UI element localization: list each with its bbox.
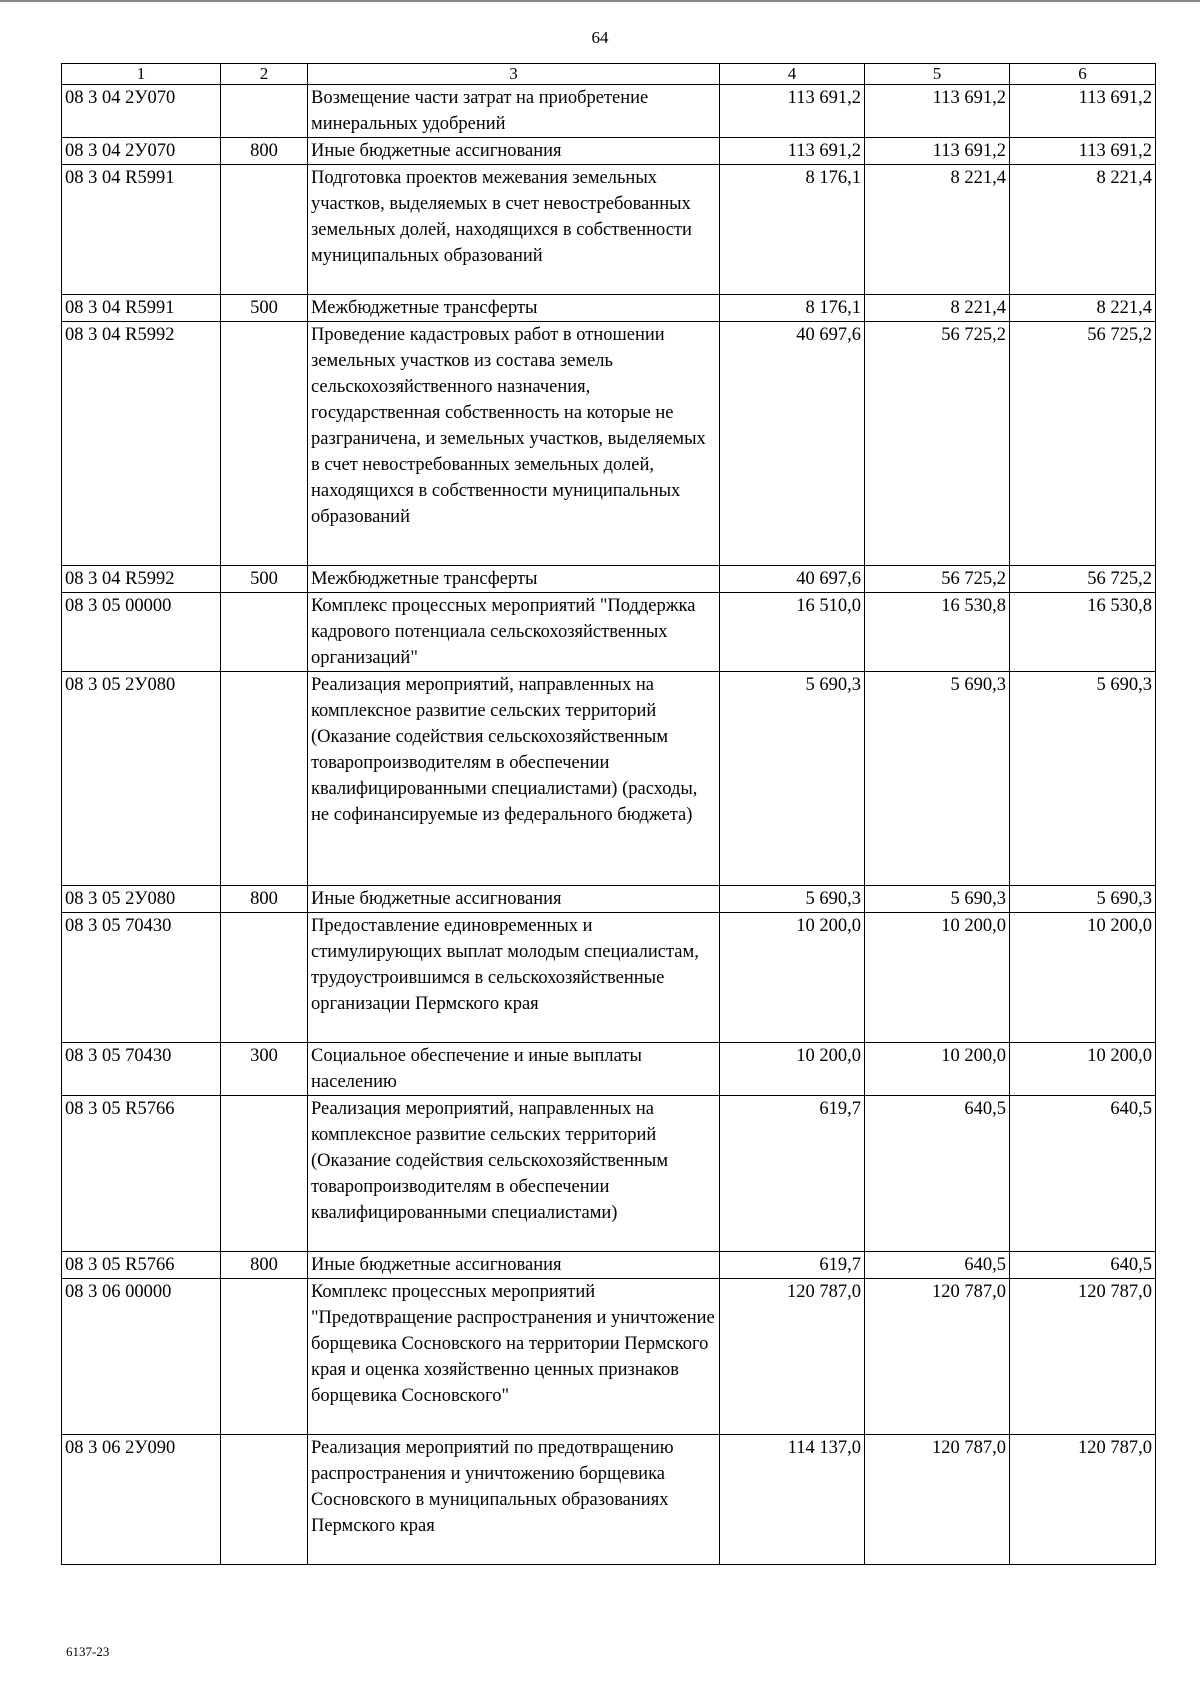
amount-col-5-cell: 10 200,0	[865, 913, 1010, 1043]
table-body	[62, 85, 1156, 1565]
code-cell: 08 3 05 2У080	[62, 886, 221, 913]
code-cell: 08 3 04 R5991	[62, 295, 221, 322]
expense-type-cell: 800	[221, 1252, 308, 1279]
amount-col-5-cell: 113 691,2	[865, 85, 1010, 138]
document-code: 6137-23	[66, 1644, 110, 1659]
name-cell: Проведение кадастровых работ в отношении земельных участков из состава земель сельскохозяйственного назначения, государственная собственность на которые не разграничена, и земельных участков, выделяемых в счет невостребованных земельных долей, находящихся в собственности муниципальных образований	[308, 322, 720, 566]
amount-col-5-cell: 120 787,0	[865, 1435, 1010, 1565]
name-cell: Возмещение части затрат на приобретение минеральных удобрений	[308, 85, 720, 138]
amount-col-4-cell: 16 510,0	[720, 593, 865, 672]
expense-type-cell	[221, 672, 308, 886]
expense-type-cell	[221, 593, 308, 672]
amount-col-4-cell: 10 200,0	[720, 1043, 865, 1096]
name-cell: Реализация мероприятий, направленных на комплексное развитие сельских территорий (Оказание содействия сельскохозяйственным товаропроизводителям в обеспечении квалифицированными специалистами) (расходы, не софинансируемые из федерального бюджета)	[308, 672, 720, 886]
name-cell: Реализация мероприятий по предотвращению распространения и уничтожению борщевика Сосновского в муниципальных образованиях Пермского края	[308, 1435, 720, 1565]
expense-type-cell: 800	[221, 886, 308, 913]
name-cell: Комплекс процессных мероприятий "Поддержка кадрового потенциала сельскохозяйственных организаций"	[308, 593, 720, 672]
code-cell: 08 3 05 70430	[62, 1043, 221, 1096]
code-cell: 08 3 05 R5766	[62, 1096, 221, 1252]
expense-type-cell	[221, 1279, 308, 1435]
amount-col-4-cell: 619,7	[720, 1096, 865, 1252]
name-cell: Подготовка проектов межевания земельных участков, выделяемых в счет невостребованных земельных долей, находящихся в собственности муниципальных образований	[308, 165, 720, 295]
table-row	[62, 593, 1156, 672]
page-number: 64	[591, 28, 609, 47]
expense-type-cell: 500	[221, 566, 308, 593]
table-row	[62, 672, 1156, 886]
expense-type-cell	[221, 1435, 308, 1565]
amount-col-4-cell: 5 690,3	[720, 672, 865, 886]
amount-col-5-cell: 16 530,8	[865, 593, 1010, 672]
header-col-6: 6	[1010, 64, 1156, 85]
table-row	[62, 138, 1156, 165]
expense-type-cell: 300	[221, 1043, 308, 1096]
expense-type-cell	[221, 913, 308, 1043]
amount-col-4-cell: 113 691,2	[720, 85, 865, 138]
name-cell: Межбюджетные трансферты	[308, 566, 720, 593]
amount-col-4-cell: 40 697,6	[720, 322, 865, 566]
amount-col-5-cell: 10 200,0	[865, 1043, 1010, 1096]
header-col-2: 2	[221, 64, 308, 85]
code-cell: 08 3 04 2У070	[62, 138, 221, 165]
amount-col-5-cell: 8 221,4	[865, 295, 1010, 322]
name-cell: Комплекс процессных мероприятий "Предотвращение распространения и уничтожение борщевика Сосновского на территории Пермского края и оценка хозяйственно ценных признаков борщевика Сосновского"	[308, 1279, 720, 1435]
amount-col-5-cell: 113 691,2	[865, 138, 1010, 165]
table-row	[62, 295, 1156, 322]
name-cell: Социальное обеспечение и иные выплаты населению	[308, 1043, 720, 1096]
code-cell: 08 3 04 R5991	[62, 165, 221, 295]
expense-type-cell: 800	[221, 138, 308, 165]
amount-col-5-cell: 120 787,0	[865, 1279, 1010, 1435]
amount-col-6-cell: 8 221,4	[1010, 165, 1156, 295]
code-cell: 08 3 05 2У080	[62, 672, 221, 886]
amount-col-4-cell: 114 137,0	[720, 1435, 865, 1565]
amount-col-6-cell: 113 691,2	[1010, 138, 1156, 165]
amount-col-6-cell: 10 200,0	[1010, 1043, 1156, 1096]
scan-top-edge	[0, 0, 1200, 2]
amount-col-5-cell: 5 690,3	[865, 886, 1010, 913]
table-row	[62, 913, 1156, 1043]
amount-col-5-cell: 640,5	[865, 1252, 1010, 1279]
table-row	[62, 566, 1156, 593]
name-cell: Межбюджетные трансферты	[308, 295, 720, 322]
header-col-4: 4	[720, 64, 865, 85]
expense-type-cell	[221, 165, 308, 295]
expense-type-cell: 500	[221, 295, 308, 322]
code-cell: 08 3 04 2У070	[62, 85, 221, 138]
amount-col-4-cell: 5 690,3	[720, 886, 865, 913]
name-cell: Иные бюджетные ассигнования	[308, 1252, 720, 1279]
table-row	[62, 322, 1156, 566]
expense-type-cell	[221, 322, 308, 566]
table-row	[62, 165, 1156, 295]
header-col-1: 1	[62, 64, 221, 85]
code-cell: 08 3 05 00000	[62, 593, 221, 672]
code-cell: 08 3 04 R5992	[62, 566, 221, 593]
amount-col-5-cell: 5 690,3	[865, 672, 1010, 886]
table-row	[62, 1252, 1156, 1279]
table-row	[62, 1096, 1156, 1252]
amount-col-5-cell: 640,5	[865, 1096, 1010, 1252]
amount-col-6-cell: 640,5	[1010, 1096, 1156, 1252]
header-col-3: 3	[308, 64, 720, 85]
expense-type-cell	[221, 85, 308, 138]
amount-col-5-cell: 56 725,2	[865, 566, 1010, 593]
amount-col-4-cell: 8 176,1	[720, 295, 865, 322]
name-cell: Иные бюджетные ассигнования	[308, 886, 720, 913]
amount-col-4-cell: 113 691,2	[720, 138, 865, 165]
amount-col-5-cell: 8 221,4	[865, 165, 1010, 295]
amount-col-6-cell: 8 221,4	[1010, 295, 1156, 322]
amount-col-6-cell: 120 787,0	[1010, 1279, 1156, 1435]
amount-col-4-cell: 8 176,1	[720, 165, 865, 295]
header-col-5: 5	[865, 64, 1010, 85]
code-cell: 08 3 06 2У090	[62, 1435, 221, 1565]
amount-col-6-cell: 5 690,3	[1010, 672, 1156, 886]
budget-table	[61, 63, 1156, 1565]
amount-col-6-cell: 10 200,0	[1010, 913, 1156, 1043]
amount-col-6-cell: 640,5	[1010, 1252, 1156, 1279]
table-row	[62, 1279, 1156, 1435]
amount-col-6-cell: 5 690,3	[1010, 886, 1156, 913]
code-cell: 08 3 06 00000	[62, 1279, 221, 1435]
expense-type-cell	[221, 1096, 308, 1252]
amount-col-5-cell: 56 725,2	[865, 322, 1010, 566]
amount-col-6-cell: 56 725,2	[1010, 566, 1156, 593]
amount-col-4-cell: 40 697,6	[720, 566, 865, 593]
name-cell: Предоставление единовременных и стимулирующих выплат молодым специалистам, трудоустроившимся в сельскохозяйственные организации Пермского края	[308, 913, 720, 1043]
name-cell: Реализация мероприятий, направленных на комплексное развитие сельских территорий (Оказание содействия сельскохозяйственным товаропроизводителям в обеспечении квалифицированными специалистами)	[308, 1096, 720, 1252]
amount-col-4-cell: 10 200,0	[720, 913, 865, 1043]
amount-col-4-cell: 619,7	[720, 1252, 865, 1279]
name-cell: Иные бюджетные ассигнования	[308, 138, 720, 165]
table-header-row	[62, 64, 1156, 85]
amount-col-6-cell: 113 691,2	[1010, 85, 1156, 138]
code-cell: 08 3 05 R5766	[62, 1252, 221, 1279]
amount-col-6-cell: 120 787,0	[1010, 1435, 1156, 1565]
code-cell: 08 3 04 R5992	[62, 322, 221, 566]
amount-col-6-cell: 56 725,2	[1010, 322, 1156, 566]
amount-col-4-cell: 120 787,0	[720, 1279, 865, 1435]
table-row	[62, 1435, 1156, 1565]
table-row	[62, 1043, 1156, 1096]
table-row	[62, 85, 1156, 138]
code-cell: 08 3 05 70430	[62, 913, 221, 1043]
amount-col-6-cell: 16 530,8	[1010, 593, 1156, 672]
table-row	[62, 886, 1156, 913]
